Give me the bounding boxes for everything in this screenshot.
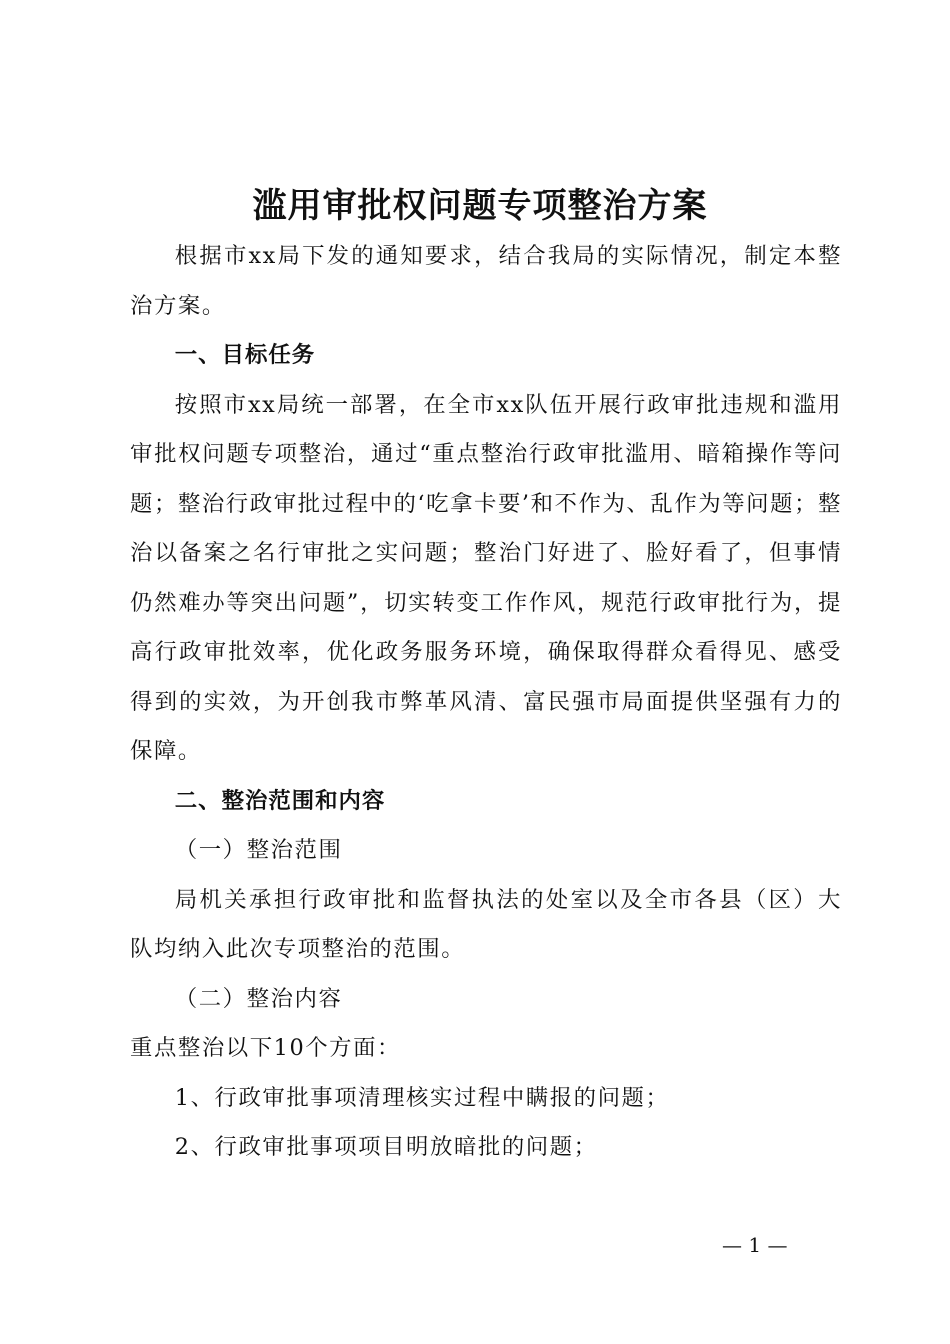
- section-1-heading: 一、目标任务: [174, 342, 316, 368]
- intro-paragraph: 根据市xx局下发的通知要求，结合我局的实际情况，制定本整治方案。: [130, 243, 842, 319]
- section-2-heading: 二、整治范围和内容: [174, 787, 386, 814]
- subsection-1-heading: （一）整治范围: [174, 837, 343, 863]
- subsection-2-lead: 重点整治以下10个方面：: [130, 1035, 401, 1061]
- document-body: [130, 232, 842, 1173]
- subsection-1-paragraph: 局机关承担行政审批和监督执法的处室以及全市各县（区）大队均纳入此次专项整治的范围。: [130, 886, 842, 962]
- page-number: — 1 —: [722, 1233, 788, 1257]
- document-title: 滥用审批权问题专项整治方案: [252, 186, 708, 226]
- list-item: 2、行政审批事项项目明放暗批的问题；: [174, 1134, 598, 1160]
- list-item: 1、行政审批事项清理核实过程中瞒报的问题；: [174, 1084, 670, 1111]
- subsection-2-heading: （二）整治内容: [174, 985, 343, 1012]
- section-1-paragraph: 按照市xx局统一部署，在全市xx队伍开展行政审批违规和滥用审批权问题专项整治，通过“重点整治行政审批滥用、暗箱操作等问题；整治行政审批过程中的‘吃拿卡要’和不作为、乱作为等问题；整治以备案之名行审批之实问题；整治门好进了、脸好看了，但事情仍然难办等突出问题”，切实转变工作作风，规范行政审批行为，提高行政审批效率，优化政务服务环境，确保取得群众看得见、感受得到的实效，为开创我市弊革风清、富民强市局面提供坚强有力的保障。: [130, 391, 842, 764]
